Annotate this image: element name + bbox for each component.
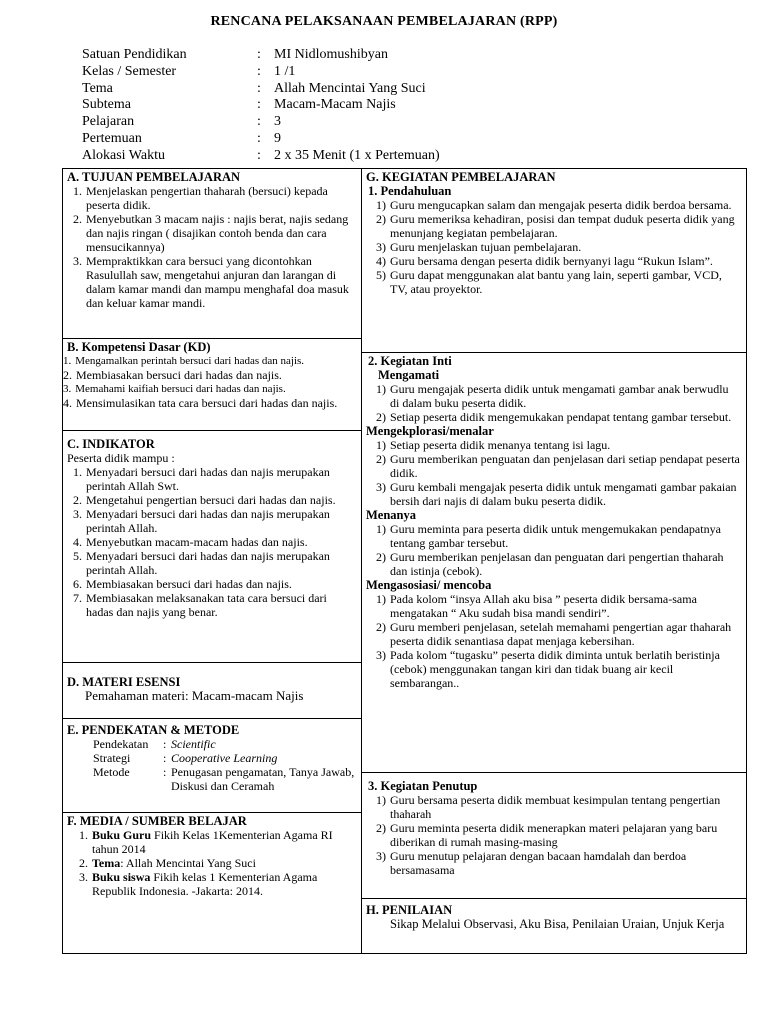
item-text: Setiap peserta didik mengemukakan pendapat tentang gambar tersebut. bbox=[390, 410, 732, 424]
list-item bbox=[376, 198, 740, 212]
list-item bbox=[73, 507, 355, 535]
meta-row bbox=[82, 131, 440, 148]
item-text: Guru mengucapkan salam dan mengajak peserta didik berdoa bersama. bbox=[390, 198, 732, 212]
list-item bbox=[376, 268, 740, 296]
item-number: 2) bbox=[376, 620, 386, 634]
item-number: 3. bbox=[79, 870, 88, 884]
list-item bbox=[73, 254, 355, 310]
item-text: Menyadari bersuci dari hadas dan najis merupakan perintah Allah. bbox=[86, 549, 330, 577]
item-number: 1) bbox=[376, 438, 386, 452]
list-item bbox=[376, 793, 740, 821]
item-text: Pada kolom “insya Allah aku bisa ” peserta didik bersama-sama mengatakan “ Aku sudah bisa mandi sendiri”. bbox=[390, 592, 697, 620]
list-item bbox=[79, 828, 355, 856]
tujuan-list bbox=[67, 184, 355, 310]
method-value: Penugasan pengamatan, Tanya Jawab, Diskusi dan Ceramah bbox=[171, 765, 355, 793]
item-number: 1. bbox=[79, 828, 88, 842]
item-number: 5) bbox=[376, 268, 386, 282]
list-item bbox=[376, 212, 740, 240]
method-label: Strategi bbox=[93, 751, 131, 765]
section-h-penilaian bbox=[362, 899, 746, 955]
item-text: Memahami kaifiah bersuci dari hadas dan najis. bbox=[75, 383, 286, 395]
list-item bbox=[79, 856, 355, 870]
item-text: Mengamalkan perintah bersuci dari hadas dan najis. bbox=[75, 355, 305, 367]
item-number: 1. bbox=[73, 184, 82, 198]
item-rest: Fikih kelas 1 Kementerian Agama Republik Indonesia. -Jakarta: 2014. bbox=[92, 870, 318, 898]
item-number: 1. bbox=[73, 465, 82, 479]
item-text: Membiasakan melaksanakan tata cara bersuci dari hadas dan najis yang benar. bbox=[86, 591, 327, 619]
item-text: Guru meminta para peserta didik untuk mengemukakan pendapatnya tentang gambar tersebut. bbox=[390, 522, 721, 550]
media-list bbox=[67, 828, 355, 898]
method-sep: : bbox=[163, 765, 167, 779]
list-item bbox=[73, 465, 355, 493]
meta-value: Allah Mencintai Yang Suci bbox=[274, 80, 426, 96]
meta-label: Tema bbox=[82, 80, 113, 96]
item-text: Guru memberi penjelasan, setelah memahami pengertian agar thaharah peserta didik senantiasa dapat menjaga kebersihan. bbox=[390, 620, 732, 648]
item-number: 4) bbox=[376, 254, 386, 268]
item-text: Guru kembali mengajak peserta didik untuk mengamati gambar pakaian bersih dari najis di dalam buku peserta didik. bbox=[390, 480, 737, 508]
item-text: Guru memberikan penjelasan dan penguatan dari pengertian thaharah dan istinja (cebok). bbox=[390, 550, 724, 578]
penilaian-text: Sikap Melalui Observasi, Aku Bisa, Penilaian Uraian, Unjuk Kerja bbox=[390, 917, 725, 931]
meta-label: Kelas / Semester bbox=[82, 63, 177, 79]
section-g-heading: G. KEGIATAN PEMBELAJARAN bbox=[366, 170, 556, 184]
meta-row bbox=[82, 81, 440, 98]
meta-label: Alokasi Waktu bbox=[82, 147, 165, 163]
item-text: Menyebutkan 3 macam najis : najis berat, najis sedang dan najis ringan ( disajikan contoh benda dan cara mensucikannya) bbox=[86, 212, 349, 254]
meta-colon: : bbox=[257, 47, 261, 62]
item-bold-prefix: Buku siswa bbox=[92, 870, 151, 884]
section-a-tujuan bbox=[63, 169, 361, 339]
meta-colon: : bbox=[257, 130, 261, 146]
pendekatan-rows bbox=[67, 737, 355, 793]
item-text: Membiasakan bersuci dari hadas dan najis. bbox=[76, 368, 282, 382]
section-b-kd bbox=[63, 339, 361, 431]
activity-group-label: Menanya bbox=[366, 508, 416, 522]
item-text: Guru memberikan penguatan dan penjelasan dari setiap pendapat peserta didik. bbox=[390, 452, 740, 480]
item-text: Guru memeriksa kehadiran, posisi dan tempat duduk peserta didik yang menunjang kegiatan pembelajaran. bbox=[390, 212, 735, 240]
meta-row bbox=[82, 148, 440, 165]
section-g-kegiatan bbox=[362, 169, 746, 353]
item-text: Guru bersama peserta didik membuat kesimpulan tentang pengertian thaharah bbox=[390, 793, 721, 821]
section-a-heading: A. TUJUAN PEMBELAJARAN bbox=[67, 170, 241, 184]
indikator-intro: Peserta didik mampu : bbox=[67, 451, 175, 465]
item-number: 3. bbox=[73, 507, 82, 521]
list-item bbox=[73, 535, 355, 549]
method-sep: : bbox=[163, 737, 167, 751]
materi-text: Pemahaman materi: Macam-macam Najis bbox=[85, 688, 304, 703]
item-number: 4. bbox=[63, 396, 72, 410]
item-number: 2) bbox=[376, 452, 386, 466]
meta-value: MI Nidlomushibyan bbox=[274, 47, 388, 62]
item-bold-prefix: Buku Guru bbox=[92, 828, 152, 842]
activity-group-list bbox=[366, 522, 740, 578]
item-text: Pada kolom “tugasku” peserta didik diminta untuk berlatih beristinja (cebok) menggunakan tangan kiri dan tidak buang air kecil sembarangan.. bbox=[390, 648, 720, 690]
item-rest: Fikih Kelas 1Kementerian Agama RI tahun 2014 bbox=[92, 828, 333, 856]
item-number: 2. bbox=[73, 212, 82, 226]
item-number: 2. bbox=[63, 368, 72, 382]
list-item bbox=[376, 550, 740, 578]
right-column-table bbox=[362, 168, 747, 954]
item-text: Mengetahui pengertian bersuci dari hadas dan najis. bbox=[86, 493, 336, 507]
item-number: 1) bbox=[376, 522, 386, 536]
method-row bbox=[93, 751, 355, 765]
list-item bbox=[73, 577, 355, 591]
meta-row bbox=[82, 47, 440, 64]
meta-label: Pelajaran bbox=[82, 114, 135, 130]
item-text: Menyebutkan macam-macam hadas dan najis. bbox=[86, 535, 308, 549]
activity-group-list bbox=[366, 592, 740, 690]
item-number: 2. bbox=[73, 493, 82, 507]
list-item bbox=[376, 254, 740, 268]
item-number: 3. bbox=[63, 383, 72, 395]
list-item bbox=[73, 493, 355, 507]
section-e-heading: E. PENDEKATAN & METODE bbox=[67, 723, 240, 737]
method-row bbox=[93, 765, 355, 793]
item-text: Guru meminta peserta didik menerapkan materi pelajaran yang baru diberikan di rumah masing-masing bbox=[390, 821, 718, 849]
meta-label: Satuan Pendidikan bbox=[82, 47, 187, 62]
penutup-list bbox=[366, 793, 740, 877]
item-number: 1) bbox=[376, 793, 386, 807]
kegiatan-inti-label: 2. Kegiatan Inti bbox=[368, 354, 452, 368]
section-kegiatan-penutup bbox=[362, 773, 746, 899]
activity-group-label: Mengamati bbox=[378, 368, 440, 382]
list-item bbox=[376, 438, 740, 452]
item-text: Mempraktikkan cara bersuci yang dicontohkan Rasulullah saw, mengetahui anjuran dan larangan di dalam kamar mandi dan mampu menghafal doa masuk dan keluar kamar mandi. bbox=[86, 254, 349, 310]
list-item bbox=[63, 368, 355, 382]
item-number: 1) bbox=[376, 382, 386, 396]
method-label: Pendekatan bbox=[93, 737, 149, 751]
kegiatan-penutup-label: 3. Kegiatan Penutup bbox=[368, 779, 478, 793]
list-item bbox=[73, 184, 355, 212]
item-number: 2) bbox=[376, 212, 386, 226]
activity-group-list bbox=[366, 438, 740, 508]
item-text: Menjelaskan pengertian thaharah (bersuci) kepada peserta didik. bbox=[86, 184, 328, 212]
item-text: Menyadari bersuci dari hadas dan najis merupakan perintah Allah. bbox=[86, 507, 330, 535]
meta-colon: : bbox=[257, 63, 261, 79]
meta-value: 2 x 35 Menit (1 x Pertemuan) bbox=[274, 147, 440, 163]
list-item bbox=[376, 821, 740, 849]
item-number: 7. bbox=[73, 591, 82, 605]
item-text: Setiap peserta didik menanya tentang isi lagu. bbox=[390, 438, 611, 452]
list-item bbox=[376, 648, 740, 690]
item-number: 3. bbox=[73, 254, 82, 268]
item-number: 3) bbox=[376, 648, 386, 662]
method-sep: : bbox=[163, 751, 167, 765]
item-number: 5. bbox=[73, 549, 82, 563]
item-text: Guru mengajak peserta didik untuk mengamati gambar anak berwudlu di dalam buku peserta didik. bbox=[390, 382, 729, 410]
item-text bbox=[92, 856, 355, 870]
section-f-media bbox=[63, 813, 361, 955]
item-rest: : Allah Mencintai Yang Suci bbox=[120, 856, 256, 870]
kegiatan-inti-groups bbox=[366, 368, 740, 690]
meta-value: 1 /1 bbox=[274, 63, 296, 79]
method-row bbox=[93, 737, 355, 751]
item-number: 2. bbox=[79, 856, 88, 870]
list-item bbox=[79, 870, 355, 898]
meta-colon: : bbox=[257, 80, 261, 96]
item-number: 2) bbox=[376, 550, 386, 564]
pendahuluan-label: 1. Pendahuluan bbox=[368, 184, 452, 198]
method-label: Metode bbox=[93, 765, 130, 779]
meta-value: 3 bbox=[274, 114, 281, 130]
section-kegiatan-inti bbox=[362, 353, 746, 773]
item-number: 1) bbox=[376, 592, 386, 606]
item-number: 4. bbox=[73, 535, 82, 549]
list-item bbox=[73, 549, 355, 577]
indikator-list bbox=[67, 465, 355, 619]
item-number: 1. bbox=[63, 355, 72, 367]
meta-value: Macam-Macam Najis bbox=[274, 97, 396, 113]
item-text bbox=[92, 828, 355, 856]
pendahuluan-list bbox=[366, 198, 740, 296]
list-item bbox=[376, 382, 740, 410]
section-c-heading: C. INDIKATOR bbox=[67, 437, 155, 451]
method-value: Cooperative Learning bbox=[171, 751, 278, 765]
list-item bbox=[73, 212, 355, 254]
item-number: 6. bbox=[73, 577, 82, 591]
list-item bbox=[63, 382, 355, 396]
item-number: 3) bbox=[376, 849, 386, 863]
left-column-table bbox=[62, 168, 362, 954]
list-item bbox=[376, 240, 740, 254]
kd-list bbox=[63, 354, 355, 410]
item-text: Guru menjelaskan tujuan pembelajaran. bbox=[390, 240, 582, 254]
item-text: Menyadari bersuci dari hadas dan najis merupakan perintah Allah Swt. bbox=[86, 465, 330, 493]
document-title: RENCANA PELAKSANAAN PEMBELAJARAN (RPP) bbox=[210, 14, 558, 29]
meta-label: Pertemuan bbox=[82, 130, 142, 146]
item-text bbox=[92, 870, 355, 898]
activity-group-list bbox=[366, 382, 740, 424]
section-d-heading: D. MATERI ESENSI bbox=[67, 675, 181, 689]
item-number: 2) bbox=[376, 821, 386, 835]
meta-value: 9 bbox=[274, 130, 281, 146]
item-number: 2) bbox=[376, 410, 386, 424]
list-item bbox=[376, 592, 740, 620]
list-item bbox=[376, 452, 740, 480]
list-item bbox=[376, 480, 740, 508]
meta-row bbox=[82, 64, 440, 81]
meta-colon: : bbox=[257, 147, 261, 163]
meta-colon: : bbox=[257, 114, 261, 130]
list-item bbox=[73, 591, 355, 619]
section-b-heading: B. Kompetensi Dasar (KD) bbox=[67, 340, 211, 354]
method-value: Scientific bbox=[171, 737, 216, 751]
meta-row bbox=[82, 97, 440, 114]
item-text: Membiasakan bersuci dari hadas dan najis. bbox=[86, 577, 292, 591]
section-e-pendekatan bbox=[63, 719, 361, 813]
section-h-heading: H. PENILAIAN bbox=[366, 903, 453, 917]
activity-group-label: Mengasosiasi/ mencoba bbox=[366, 578, 492, 592]
list-item bbox=[376, 522, 740, 550]
item-number: 1) bbox=[376, 198, 386, 212]
meta-row bbox=[82, 114, 440, 131]
item-text: Mensimulasikan tata cara bersuci dari hadas dan najis. bbox=[76, 396, 338, 410]
section-f-heading: F. MEDIA / SUMBER BELAJAR bbox=[67, 814, 247, 828]
list-item bbox=[376, 849, 740, 877]
meta-colon: : bbox=[257, 97, 261, 113]
section-c-indikator bbox=[63, 431, 361, 663]
meta-label: Subtema bbox=[82, 97, 131, 113]
activity-group-label: Mengekplorasi/menalar bbox=[366, 424, 494, 438]
item-text: Guru menutup pelajaran dengan bacaan hamdalah dan berdoa bersamasama bbox=[390, 849, 687, 877]
list-item bbox=[63, 354, 355, 368]
item-bold-prefix: Tema bbox=[92, 856, 121, 870]
list-item bbox=[376, 620, 740, 648]
item-number: 3) bbox=[376, 240, 386, 254]
item-text: Guru dapat menggunakan alat bantu yang lain, seperti gambar, VCD, TV, atau proyektor. bbox=[390, 268, 722, 296]
identity-block bbox=[82, 47, 440, 165]
item-text: Guru bersama dengan peserta didik bernyanyi lagu “Rukun Islam”. bbox=[390, 254, 713, 268]
list-item bbox=[63, 396, 355, 410]
item-number: 3) bbox=[376, 480, 386, 494]
list-item bbox=[376, 410, 740, 424]
section-d-materi bbox=[63, 663, 361, 719]
